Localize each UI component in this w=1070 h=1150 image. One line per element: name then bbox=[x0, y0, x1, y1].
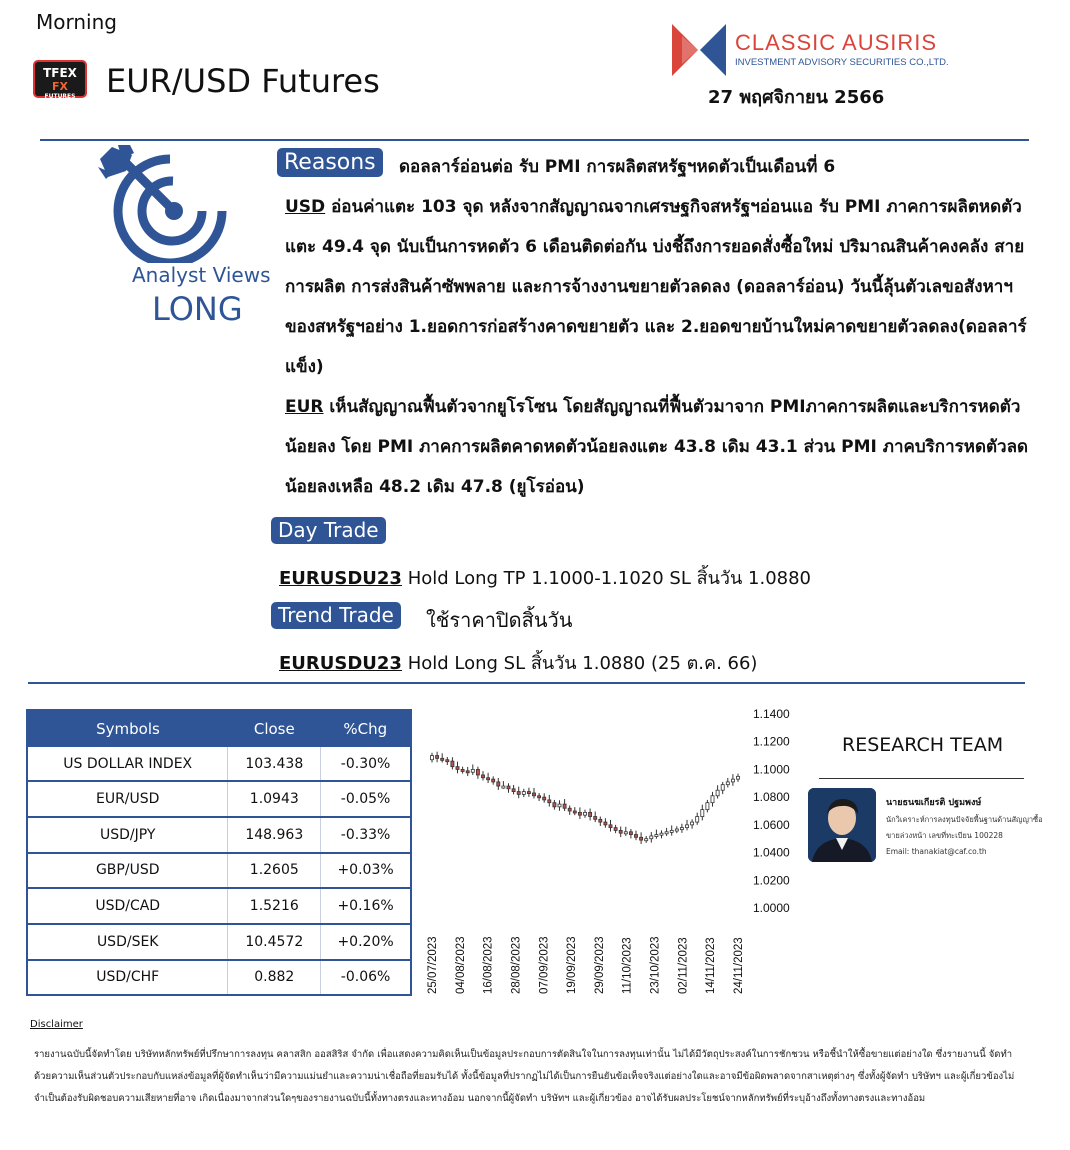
divider bbox=[819, 778, 1024, 779]
column-header: Symbols bbox=[28, 711, 228, 747]
table-row bbox=[28, 817, 410, 853]
usd-lead: USD bbox=[285, 197, 326, 217]
analyst-views-label: Analyst Views bbox=[132, 263, 271, 287]
candle-body bbox=[517, 792, 520, 795]
x-tick-label: 24/11/2023 bbox=[733, 937, 745, 994]
day-trade-tag: Day Trade bbox=[271, 517, 386, 544]
y-tick-label: 1.1200 bbox=[753, 734, 790, 749]
eurusd-price-chart bbox=[420, 700, 805, 1000]
candle-body bbox=[532, 793, 535, 796]
eur-paragraph bbox=[285, 387, 1030, 507]
change-cell: -0.30% bbox=[321, 747, 410, 781]
candle-body bbox=[701, 810, 704, 817]
candle-body bbox=[558, 804, 561, 807]
candle-body bbox=[441, 758, 444, 760]
column-header: Close bbox=[228, 711, 321, 747]
candle-body bbox=[629, 832, 632, 835]
brand-subtitle: INVESTMENT ADVISORY SECURITIES CO.,LTD. bbox=[735, 57, 949, 68]
candle-body bbox=[594, 817, 597, 820]
candle-body bbox=[726, 782, 729, 785]
candle-body bbox=[568, 808, 571, 811]
table-row bbox=[28, 747, 410, 781]
symbol-cell: GBP/USD bbox=[28, 853, 228, 889]
trend-trade-symbol: EURUSDU23 bbox=[279, 653, 402, 674]
change-cell: -0.06% bbox=[340, 969, 391, 986]
candle-body bbox=[609, 825, 612, 828]
quotes-table bbox=[26, 709, 412, 996]
candle-body bbox=[680, 828, 683, 830]
symbol-cell: USD/CAD bbox=[28, 888, 228, 924]
candle-body bbox=[716, 790, 719, 796]
x-tick-label: 25/07/2023 bbox=[427, 936, 439, 994]
candle-body bbox=[507, 786, 510, 789]
x-tick-label: 07/09/2023 bbox=[538, 936, 551, 994]
y-tick-label: 1.0400 bbox=[753, 845, 790, 860]
candle-body bbox=[589, 812, 592, 816]
candle-body bbox=[624, 832, 627, 834]
close-cell: 148.963 bbox=[228, 817, 321, 853]
x-tick-label: 29/09/2023 bbox=[593, 936, 606, 994]
candle-body bbox=[731, 779, 734, 782]
candle-body bbox=[650, 836, 653, 839]
y-tick-label: 1.0200 bbox=[753, 873, 790, 888]
day-trade-line bbox=[279, 563, 811, 592]
analyst-name: นายธนฆเกียรติ ปฐมพงษ์ bbox=[886, 798, 982, 808]
candle-body bbox=[487, 778, 490, 780]
candle-body bbox=[670, 830, 673, 832]
divider bbox=[40, 139, 1029, 141]
y-tick-label: 1.1400 bbox=[753, 707, 790, 721]
analyst-email: Email: thanakiat@caf.co.th bbox=[886, 847, 987, 856]
symbol-cell: USD/JPY bbox=[28, 817, 228, 853]
candle-body bbox=[578, 812, 581, 815]
change-cell: +0.20% bbox=[321, 924, 410, 960]
eur-text: เห็นสัญญาณฟื้นตัวจากยูโรโซน โดยสัญญาณที่ฟื้นตัวมาจาก PMIภาคการผลิตและบริการหดตัวน้อยลง โดย PMI ภาคการผลิตคาดหดตัวน้อยลงแตะ 43.8 เดิม 43.1 ส่วน PMI ภาคบริการหดตัวลดน้อยลงเหลือ 48.2 เดิม 47.8 (ยูโรอ่อน) bbox=[285, 397, 1029, 497]
day-trade-detail: Hold Long TP 1.1000-1.1020 SL สิ้นวัน 1.0880 bbox=[401, 568, 812, 589]
candle-body bbox=[721, 785, 724, 791]
candle-body bbox=[696, 817, 699, 823]
y-tick-label: 1.0800 bbox=[753, 790, 790, 805]
candle-body bbox=[502, 786, 505, 788]
candle-body bbox=[563, 804, 566, 808]
change-cell: -0.33% bbox=[321, 817, 410, 853]
target-icon bbox=[98, 145, 268, 263]
symbol-cell: US DOLLAR INDEX bbox=[28, 747, 228, 781]
candle-body bbox=[583, 812, 586, 815]
symbol-cell: EUR/USD bbox=[28, 781, 228, 817]
trend-trade-tag: Trend Trade bbox=[271, 602, 401, 629]
trend-trade-note: ใช้ราคาปิดสิ้นวัน bbox=[426, 608, 573, 632]
candle-body bbox=[430, 756, 433, 760]
close-cell: 1.2605 bbox=[228, 853, 321, 889]
x-tick-label: 11/10/2023 bbox=[621, 937, 634, 994]
analyst-license: ขายล่วงหน้า เลขที่ทะเบียน 100228 bbox=[886, 831, 1003, 840]
day-trade-symbol: EURUSDU23 bbox=[279, 568, 402, 589]
brand-logo-icon bbox=[670, 22, 728, 78]
reasons-tag: Reasons bbox=[277, 148, 383, 177]
candle-body bbox=[522, 792, 525, 795]
usd-text: อ่อนค่าแตะ 103 จุด หลังจากสัญญาณจากเศรษฐกิจสหรัฐฯอ่อนแอ รับ PMI ภาคการผลิตหดตัวแตะ 49.4 จุด นับเป็นการหดตัว 6 เดือนติดต่อกัน บ่งชี้ถึงการยอดสั่งซื้อใหม่ ปริมาณสินค้าคงคลัง สายการผลิต การส่งสินค้าซัพพลาย และการจ้างงานขยายตัวลดลง (ดอลลาร์อ่อน) วันนี้ลุ้นตัวเลขอสังหาฯของสหรัฐฯอย่าง 1.ยอดการก่อสร้างคาดขยายตัว และ 2.ยอดขายบ้านใหม่คาดขยายตัวลดลง(ดอลลาร์แข็ง) bbox=[285, 197, 1027, 377]
close-cell: 10.4572 bbox=[228, 924, 321, 960]
symbol-cell: USD/SEK bbox=[28, 924, 228, 960]
reasons-headline: ดอลลาร์อ่อนต่อ รับ PMI การผลิตสหรัฐฯหดตัวเป็นเดือนที่ 6 bbox=[399, 157, 836, 177]
change-cell: +0.16% bbox=[321, 888, 410, 924]
disclaimer-text: รายงานฉบับนี้จัดทำโดย บริษัทหลักทรัพย์ที่ปรึกษาการลงทุน คลาสสิก ออสสิริส จำกัด เพื่อแสดงความคิดเห็นเป็นข้อมูลประกอบการตัดสินใจในการลงทุนเท่านั้น ไม่ได้มีวัตถุประสงค์ในการชักชวน หรือชี้นำให้ซื้อขายแต่อย่างใด ซึ่งรายงานนี้ จัดทำด้วยความเห็นส่วนตัวประกอบกับแหล่งข้อมูลที่ผู้จัดทำเห็นว่ามีความแม่นยำและความน่าเชื่อถือที่ยอมรับได้ ทั้งนี้ข้อมูลที่ปรากฏไม่ได้เป็นการยืนยันข้อเท็จจริงแต่อย่างใดและอาจมีข้อผิดพลาดจากสาเหตุต่างๆ ซึ่งทั้งผู้จัดทำ บริษัทฯ และผู้เกี่ยวข้องไม่จำเป็นต้องรับผิดชอบความเสียหายที่อาจ เกิดเนื่องมาจากส่วนใดๆของรายงานฉบับนี้ทั้งทางตรงและทางอ้อม นอกจากนี้ผู้จัดทำ บริษัทฯ และผู้เกี่ยวข้อง อาจได้รับผลประโยชน์จากหลักทรัพย์ที่ระบุอ้างถึงทั้งทางตรงและทางอ้อม bbox=[34, 1049, 1015, 1104]
disclaimer-heading: Disclaimer bbox=[30, 1019, 83, 1030]
candle-body bbox=[436, 756, 439, 759]
tfex-logo bbox=[33, 60, 87, 98]
brand-name: CLASSIC AUSIRIS bbox=[735, 30, 938, 55]
x-tick-label: 16/08/2023 bbox=[482, 936, 495, 994]
candle-body bbox=[548, 800, 551, 803]
analyst-title: นักวิเคราะห์การลงทุนปัจจัยพื้นฐานด้านสัญญาซื้อ bbox=[886, 815, 1043, 824]
table-row bbox=[28, 888, 410, 924]
candle-body bbox=[512, 789, 515, 792]
candle-body bbox=[711, 796, 714, 803]
divider bbox=[28, 682, 1025, 684]
candle-body bbox=[466, 771, 469, 773]
candle-body bbox=[640, 837, 643, 840]
trend-trade-detail: Hold Long SL สิ้นวัน 1.0880 (25 ต.ค. 66) bbox=[401, 653, 758, 674]
candle-body bbox=[497, 782, 500, 786]
logo-text-tfex: TFEX bbox=[43, 66, 77, 80]
candle-body bbox=[599, 819, 602, 822]
eur-lead: EUR bbox=[285, 397, 324, 417]
trend-trade-line bbox=[279, 648, 757, 677]
candle-body bbox=[685, 825, 688, 828]
stance-label: LONG bbox=[152, 290, 243, 328]
candle-body bbox=[456, 767, 459, 770]
research-team-title: RESEARCH TEAM bbox=[842, 734, 1004, 756]
candle-body bbox=[476, 769, 479, 775]
logo-text-fx: FX bbox=[52, 80, 68, 93]
x-tick-label: 14/11/2023 bbox=[705, 937, 718, 994]
close-cell: 103.438 bbox=[228, 747, 321, 781]
table-row bbox=[28, 924, 410, 960]
candle-body bbox=[471, 769, 474, 772]
table-header-row bbox=[28, 711, 410, 747]
page-title: EUR/USD Futures bbox=[106, 62, 380, 100]
close-cell: 0.882 bbox=[228, 960, 321, 994]
candle-body bbox=[736, 776, 739, 779]
candle-body bbox=[538, 796, 541, 798]
candle-body bbox=[451, 761, 454, 767]
table-row bbox=[28, 781, 410, 817]
report-date: 27 พฤศจิกายน 2566 bbox=[708, 87, 885, 108]
edition-label: Morning bbox=[36, 10, 117, 34]
candle-body bbox=[614, 828, 617, 831]
y-tick-label: 1.0000 bbox=[753, 901, 790, 915]
table-row bbox=[28, 853, 410, 889]
candle-body bbox=[660, 833, 663, 835]
y-tick-label: 1.0600 bbox=[753, 817, 790, 832]
candle-body bbox=[543, 797, 546, 800]
close-cell: 1.0943 bbox=[228, 781, 321, 817]
y-tick-label: 1.1000 bbox=[753, 762, 790, 777]
x-tick-label: 28/08/2023 bbox=[510, 936, 523, 994]
candle-body bbox=[573, 811, 576, 813]
column-header: %Chg bbox=[321, 711, 410, 747]
candle-body bbox=[553, 803, 556, 807]
symbol-cell: USD/CHF bbox=[28, 960, 228, 994]
x-tick-label: 23/10/2023 bbox=[649, 936, 662, 994]
table-row bbox=[28, 960, 410, 994]
candle-body bbox=[604, 822, 607, 825]
change-cell: -0.05% bbox=[321, 781, 410, 817]
candle-body bbox=[655, 835, 658, 837]
candle-body bbox=[527, 792, 530, 794]
x-tick-label: 02/11/2023 bbox=[677, 937, 690, 994]
candle-body bbox=[645, 839, 648, 841]
candle-body bbox=[481, 775, 484, 778]
candle-body bbox=[675, 829, 678, 831]
candle-body bbox=[446, 760, 449, 762]
candle-body bbox=[619, 830, 622, 833]
x-tick-label: 19/09/2023 bbox=[566, 936, 579, 994]
candle-body bbox=[492, 779, 495, 782]
change-cell: +0.03% bbox=[321, 853, 410, 889]
usd-paragraph bbox=[285, 187, 1030, 387]
close-cell: 1.5216 bbox=[228, 888, 321, 924]
candle-body bbox=[461, 769, 464, 771]
candle-body bbox=[665, 832, 668, 834]
logo-text-futures: FUTURES bbox=[44, 93, 76, 100]
x-tick-label: 04/08/2023 bbox=[454, 936, 467, 994]
avatar bbox=[808, 788, 876, 862]
candle-body bbox=[634, 835, 637, 838]
candle-body bbox=[691, 822, 694, 825]
candle-body bbox=[706, 803, 709, 810]
